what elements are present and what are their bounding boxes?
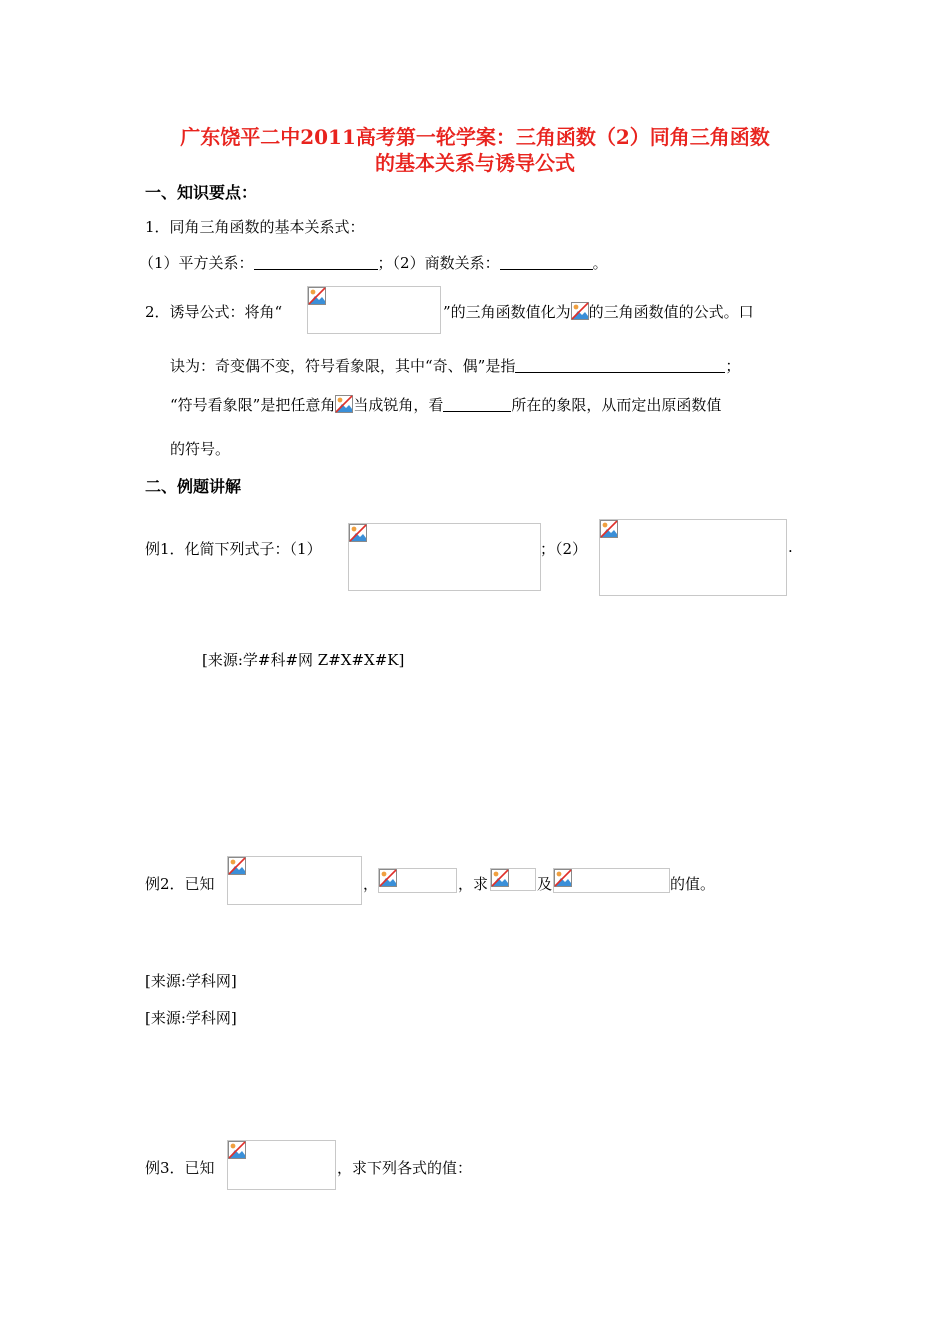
example1-separator: ；（2） [540,540,588,558]
broken-image-icon [228,857,246,875]
broken-image-icon [491,869,509,887]
formula-image-ex2-target1 [490,868,536,891]
broken-image-icon [554,869,572,887]
formula-image-ex2-condition [378,868,457,893]
blank-odd-even [515,358,725,373]
example2-ask: ，求 [458,875,489,893]
example2-end: 的值。 [670,875,716,893]
source-tag: [来源:学科网] [145,1009,237,1027]
example2-and: 及 [537,875,553,893]
formula-image-ex2-given [227,856,362,905]
broken-image-icon [379,869,397,887]
source-tag: [来源:学#科#网 Z#X#X#K] [202,651,405,669]
blank-square-relation [254,255,378,270]
section-heading-examples: 二、例题讲解 [145,477,242,496]
broken-image-icon [571,302,589,320]
example3-end: ，求下列各式的值： [337,1159,473,1177]
sign-line: 的符号。 [170,440,231,458]
broken-image-icon [600,520,618,538]
example2-prefix: 例2．已知 [145,875,215,893]
broken-image-icon [335,395,353,413]
source-tag: [来源:学科网] [145,972,237,990]
formula-image-ex2-target2 [553,868,670,893]
example3-prefix: 例3．已知 [145,1159,215,1177]
quadrant-line: “符号看象限”是把任意角 当成锐角，看 所在的象限，从而定出原函数值 [170,396,722,414]
item2-middle: ”的三角函数值化为 的三角函数值的公式。口 [443,303,754,321]
broken-image-icon [349,524,367,542]
blank-quotient-relation [500,255,593,270]
formula-image-any-angle [335,395,353,413]
formula-image-ex1-part2 [599,519,787,596]
formula-image-ex1-part1 [348,523,541,591]
document-title-line1: 广东饶平二中2011高考第一轮学案：三角函数（2）同角三角函数 [180,125,770,149]
formula-image-angle [307,286,441,334]
section-heading-knowledge: 一、知识要点： [145,183,258,202]
document-title-line2: 的基本关系与诱导公式 [375,151,575,175]
blank-quadrant [443,397,511,412]
example2-comma: ， [363,875,379,893]
example1-prefix: 例1．化简下列式子：（1） [145,540,322,558]
formula-image-alpha [571,302,589,320]
formula-image-ex3-given [227,1140,336,1190]
item2-prefix: 2．诱导公式：将角“ [145,303,283,321]
mnemonic-line: 诀为：奇变偶不变，符号看象限，其中“奇、偶”是指 ； [170,357,741,375]
broken-image-icon [308,287,326,305]
item1-text: 1．同角三角函数的基本关系式： [145,218,365,236]
item1-subline: （1）平方关系： ；（2）商数关系： 。 [139,254,608,272]
broken-image-icon [228,1141,246,1159]
example1-end: . [788,538,793,556]
